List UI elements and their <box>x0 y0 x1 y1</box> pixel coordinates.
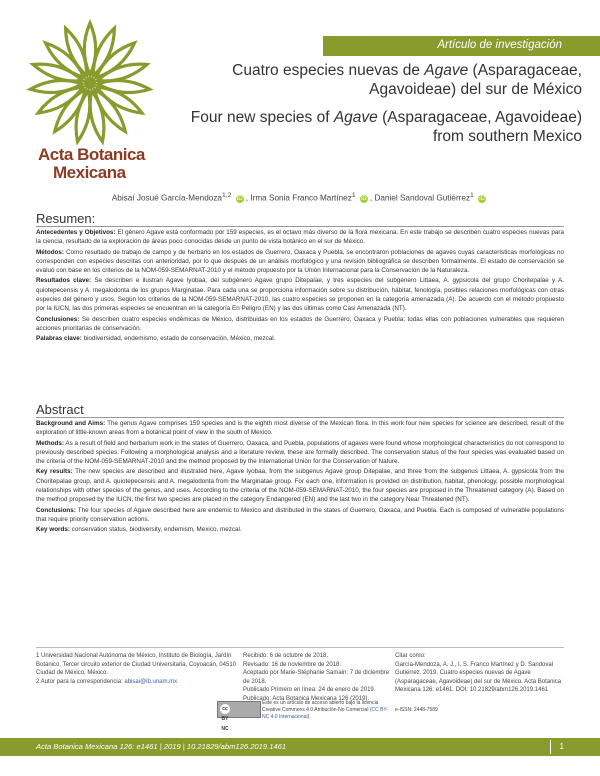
author-1: Abisaí Josué García-Mendoza <box>111 193 222 203</box>
orcid-icon[interactable]: iD <box>236 195 243 202</box>
abstract-heading: Abstract <box>36 402 84 417</box>
email-link[interactable]: abisai@ib.unam.mx <box>124 678 178 685</box>
affiliations: 1 Universidad Nacional Autónoma de México, Instituto de Biología, Jardín Botánico. Tercer circuito exterior de Ciudad Universitaria, Coyoacán, 04510 Ciudad de México, México. 2 Autor para la correspondencia: abisai@ib.unam.mx <box>36 653 236 685</box>
authors-line: Abisaí Josué García-Mendoza$^{1,2}$ iD , Irma Sonia Franco Martínez$^1$ iD , Daniel Sandoval Gutiérrez$^1$ iD <box>111 192 485 203</box>
license-text: Este es un artículo de acceso abierto bajo la licencia Creative Commons 4.0 Atribución-No Comercial (CC BY-NC 4.0 Internacional). <box>262 700 388 720</box>
page-number: 1 <box>559 742 564 751</box>
author-3: Daniel Sandoval Gutiérrez <box>374 193 471 203</box>
eissn: e-ISSN: 2448-7589 <box>395 707 438 713</box>
footnote-rule <box>36 647 564 648</box>
article-type-bar <box>323 36 600 56</box>
dates: Recibido: 6 de octubre de 2018. Revisado: 16 de noviembre de 2018. Aceptado por Marie-Stéphanie Samain: 7 de diciembre de 2018. Publicado Primero en línea: 24 de enero de 2019. Publicado: Acta Botanica Mexicana 126 (2019). <box>243 653 390 702</box>
cc-icon: cc BY NC <box>221 706 229 732</box>
abstract-rule <box>36 417 564 418</box>
license-link[interactable]: CC BY-NC 4.0 Internacional <box>262 707 388 720</box>
resumen-body: Antecedentes y Objetivos: El género Agave está conformado por 159 especies, es el octavo más diverso de la flora mexicana. En este trabajo se describen cuatro especies nuevas para la ciencia, resultado de la exploración de áreas poco conocidas desde un punto de vista botánico en el sur de México. Métodos: Como resultado de trabajo de campo y de herbario en los estados de Guerrero, Oaxaca y Puebla, se encontraron poblaciones de agaves cuyas características morfológicas no corresponden con especies descritas con anterioridad, por lo que después de un análisis morfológico y una revisión bibliográfica se describen formalmente. El estado de conservación se evaluó con base en los criterios de la NOM-059-SEMARNAT-2010 y el método propuesto por la Unión Internacional para la Conservación de la Naturaleza. Resultados clave: Se describen e ilustran Agave lyobaa, del subgénero Agave grupo Ditepalae, y tres especies del subgénero Littaea, A. gypsicola del grupo Choritepalae y A. quiotepecensis y A. megalodonta de los grupos Marginatae. Para cada una se proporciona información sobre su distribución, hábitat, fenología, posibles relaciones morfológicas con otras especies del género y usos. Según los criterios de la NOM-059-SEMARNAT-2010, las cuatro especies se proponen en la categoría amenazada (A). De acuerdo con el método propuesto por la IUCN, las dos primeras especies se encuentran en la categoría En Peligro (EN) y las dos últimas como Casi Amenazada (NT). Conclusiones: Se describen cuatro especies endémicas de México, distribuidas en los estados de Guerrero, Oaxaca y Puebla; todas ellas con poblaciones vulnerables que requieren acciones prioritarias de conservación. Palabras clave: biodiversidad, endemismo, estado de conservación, México, mezcal. <box>36 229 565 343</box>
cc-license-badge[interactable] <box>217 701 261 732</box>
author-2: Irma Sonia Franco Martínez <box>250 193 352 203</box>
title-english: Four new species of Agave (Asparagaceae, Agavoideae) from southern Mexico <box>190 109 582 145</box>
resumen-rule <box>36 226 564 227</box>
journal-logo-text: Acta Botanica Mexicana <box>38 145 145 182</box>
footer-divider <box>550 740 551 754</box>
orcid-icon[interactable]: iD <box>361 195 367 202</box>
footer-bar <box>0 738 600 756</box>
resumen-heading: Resumen: <box>36 211 96 226</box>
abstract-body: Background and Aims: The genus Agave comprises 159 species and is the eighth most diverse of the Mexican flora. In this work four new species for science are described, result of the exploration of little-known areas from a botanical point of view in the south of Mexico. Methods: As a result of field and herbarium work in the states of Guerrero, Oaxaca, and Puebla, populations of agaves were found whose morphological characteristics do not correspond to previously described species. Following a morphological analysis and a literature review, these are formally described. The conservation status of the four species was evaluated based on the criteria of the NOM-059-SEMARNAT-2010 and the method proposed by the International Union for the Conservation of Nature. Key results: The new species are described and illustrated here, Agave lyobaa, from the subgenus Agave group Ditepalae, and three from the subgenus Littaea, A. gypsicola from the Choritepalae group, and A. quiotepecensis and A. megalodonta from the Marginatae group. For each one, information is provided on distribution, habitat, phenology, possible morphological relationships with other species of the genus, and uses. According to the criteria of the NOM-059-SEMARNAT-2010, the four species are proposed in the Threatened category (A). Based on the method proposed by the IUCN, the first two species are placed in the category Endangered (EN) and the last two in the category Near Threatened (NT). Conclusions: The four species of Agave described here are endemic to Mexico and distributed in the states of Guerrero, Oaxaca, and Puebla. Each is composed of vulnerable populations that require priority conservation actions. Key words: conservation status, biodiversity, endemism, Mexico, mezcal. <box>36 420 564 534</box>
orcid-icon[interactable]: iD <box>479 195 485 202</box>
footer-journal: Acta Botanica Mexicana 126: e1461 | 2019 | 10.21829/abm126.2019.1461 <box>36 742 287 751</box>
title-spanish: Cuatro especies nuevas de Agave (Asparagaceae, Agavoideae) del sur de México <box>232 62 582 98</box>
citation: Citar como: García-Mendoza, A. J., I. S. Franco Martínez y D. Sandoval Gutiérrez. 2019. Cuatro especies nuevas de Agave (Asparagaceae, Agavoideae) del sur de México. Acta Botanica Mexicana 126: e1461. DOI: 10.21829/abm126.2019.1461 <box>395 653 562 693</box>
article-type: Artículo de investigación <box>437 39 562 51</box>
